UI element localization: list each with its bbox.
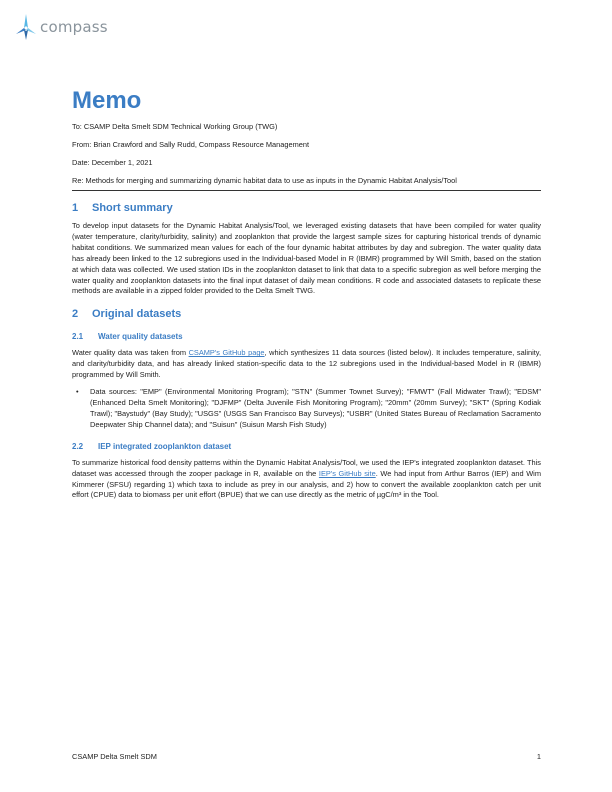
footer-label: CSAMP Delta Smelt SDM <box>72 752 157 761</box>
zooplankton-paragraph <box>72 458 541 502</box>
document-body <box>72 86 541 507</box>
section-title: Short summary <box>92 202 173 214</box>
text-run: To summarize historical food density patterns within the Dynamic Habitat Analysis/Tool, we used the IEP's integrated zooplankton dataset. This dataset was accessed through the zooper package in R, available on the <box>72 457 541 478</box>
memo-re: Re: Methods for merging and summarizing dynamic habitat data to use as inputs in the Dynamic Habitat Analysis/Tool <box>72 176 541 191</box>
section-2-2-heading <box>72 441 541 452</box>
section-2-1-heading <box>72 331 541 342</box>
bullet-icon: • <box>76 387 79 397</box>
summary-paragraph: To develop input datasets for the Dynamic Habitat Analysis/Tool, we leveraged existing datasets that have been compiled for water quality (water temperature, clarity/turbidity, salinity) and zooplankton that provide the largest sample sizes for capturing historical trends of dynamic habitat conditions. We summarized mean values for each of the four dynamic habitat attributes by day and subregion. The water quality data has already been linked to the 12 subregions used in the Individual-based Model in R (IBMR) programmed by Will Smith, based on the station at which data was collected. We used station IDs in the zooplankton dataset to link that data to a specific subregion as well before merging the water quality and zooplankton datasets into the final input dataset of daily mean conditions. R code and associated datasets to replicate these methods are available in a zipped folder provided to the Delta Smelt TWG. <box>72 221 541 296</box>
section-1-heading <box>72 201 541 215</box>
page-number: 1 <box>536 752 541 761</box>
memo-date: Date: December 1, 2021 <box>72 158 153 167</box>
text-run: Water quality data was taken from <box>72 348 189 358</box>
iep-github-link[interactable]: IEP's GitHub site <box>318 468 376 478</box>
list-item <box>72 387 541 431</box>
subsection-number: 2.1 <box>72 332 84 342</box>
list-item-text: Data sources: "EMP" (Environmental Monitoring Program); "STN" (Summer Townet Survey); "FMWT" (Fall Midwater Trawl); "EDSM" (Enhanced Delta Smelt Monitoring); "DJFMP" (Delta Juvenile Fish Monitoring Program); "20mm" (20mm Survey); "SKT" (Spring Kodiak Trawl); "Baystudy" (Bay Study); "USGS" (USGS San Francisco Bay Surveys); "USBR" (United States Bureau of Reclamation Sacramento Deepwater Ship Channel data); and "Suisun" (Suisun Marsh Fish Study) <box>90 387 541 429</box>
text-run: . We had input from Arthur Barros (IEP) and Wim Kimmerer (SFSU) regarding 1) which taxa to include as prey in our analysis, and 2) how to convert the available zooplankton catch per unit effort (CPUE) data to biomass per unit effort (BPUE) that we can use directly as the metric of µgC/m³ in the Tool. <box>72 468 541 500</box>
subsection-number: 2.2 <box>72 441 84 451</box>
compass-star-icon <box>16 14 36 40</box>
section-number: 2 <box>72 308 79 321</box>
text-run: , which synthesizes 11 data sources (listed below). It includes temperature, salinity, and clarity/turbidity data, and has already linked station-specific data to the 12 subregions used in the Individual-based Model in R (IBMR) programmed by Will Smith. <box>72 348 541 380</box>
subsection-title: IEP integrated zooplankton dataset <box>98 441 232 451</box>
page-title: Memo <box>72 87 142 114</box>
section-2-heading <box>72 307 541 321</box>
section-number: 1 <box>72 202 79 214</box>
memo-to: To: CSAMP Delta Smelt SDM Technical Working Group (TWG) <box>72 122 278 131</box>
csamp-github-link[interactable]: CSAMP's GitHub page <box>188 348 265 358</box>
page-footer <box>72 752 541 761</box>
section-title: Original datasets <box>92 308 182 321</box>
subsection-title: Water quality datasets <box>98 332 183 342</box>
logo-text: compass <box>40 18 108 36</box>
water-quality-paragraph <box>72 348 541 381</box>
compass-logo <box>16 14 108 40</box>
memo-from: From: Brian Crawford and Sally Rudd, Compass Resource Management <box>72 140 310 149</box>
data-sources-list <box>72 387 541 431</box>
